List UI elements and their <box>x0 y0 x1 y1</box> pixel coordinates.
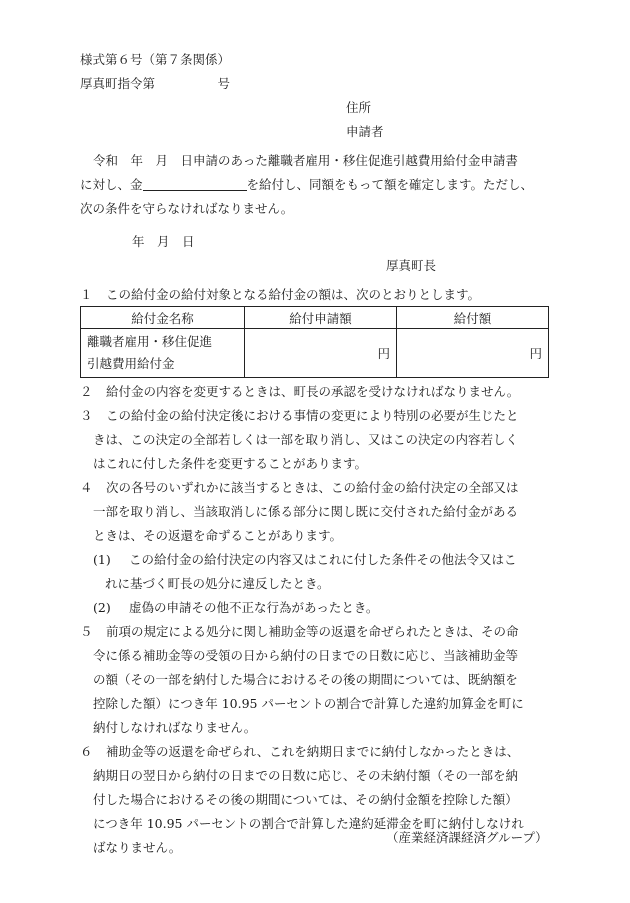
intro-line-3: 次の条件を守らなければなりません。 <box>80 201 294 216</box>
condition-text: れに基づく町長の処分に違反したとき。 <box>105 576 330 591</box>
table-row <box>81 329 549 378</box>
condition-text: 次の各号のいずれかに該当するときは、この給付金の給付決定の全部又は <box>106 480 519 495</box>
condition-text: 給付金の内容を変更するときは、町長の承認を受けなければなりません。 <box>106 384 520 399</box>
directive-number: 厚真町指令第 号 <box>80 76 231 91</box>
intro-paragraph <box>80 149 550 221</box>
intro-line-2 <box>80 173 550 197</box>
intro-line-1: 令和 年 月 日申請のあった離職者雇用・移住促進引越費用給付金申請書 <box>93 153 518 168</box>
condition-number: ６ <box>80 744 93 759</box>
amount-blank-underline <box>143 176 247 191</box>
subcondition-number: (2) <box>93 600 111 615</box>
benefit-amount-table <box>80 306 549 378</box>
department-note: （産業経済課経済グループ） <box>386 830 548 845</box>
condition-4 <box>80 476 550 548</box>
intro-line-2-suffix: を給付し、同額をもって額を確定します。ただし、 <box>246 177 534 192</box>
applicant-label: 申請者 <box>346 124 384 139</box>
condition-text: 補助金等の返還を命ぜられ、これを納期日までに納付しなかったときは、 <box>106 744 520 759</box>
requested-amount-cell: 円 <box>245 329 397 378</box>
condition-text: ときは、その返還を命ずることがあります。 <box>93 528 343 543</box>
header-requested-amount: 給付申請額 <box>245 307 397 329</box>
benefit-name-line-1: 離職者雇用・移住促進 <box>87 334 213 349</box>
address-label: 住所 <box>346 100 372 115</box>
issuer-name: 厚真町長 <box>386 258 437 273</box>
condition-number: ２ <box>80 384 93 399</box>
condition-text: きは、この決定の全部若しくは一部を取り消し、又はこの決定の内容若しく <box>93 432 519 447</box>
condition-3 <box>80 404 550 476</box>
condition-text: この給付金の給付決定の内容又はこれに付した条件その他法令又はこ <box>129 552 517 567</box>
table-header-row <box>81 307 549 329</box>
condition-text: この給付金の給付決定後における事情の変更により特別の必要が生じたと <box>106 408 519 423</box>
condition-number: ３ <box>80 408 93 423</box>
condition-2 <box>80 380 550 404</box>
condition-text: につき年 10.95 パーセントの割合で計算した違約延滞金を町に納付しなけれ <box>93 816 524 831</box>
granted-amount-cell: 円 <box>397 329 549 378</box>
intro-line-2-prefix: に対し、金 <box>80 177 143 192</box>
header-benefit-name: 給付金名称 <box>81 307 245 329</box>
condition-text: 付した場合におけるその後の期間については、その納付金額を控除した額） <box>93 792 518 807</box>
subcondition-1 <box>80 548 550 596</box>
issue-date: 年 月 日 <box>132 234 195 249</box>
benefit-name-cell <box>81 329 245 378</box>
condition-text: 一部を取り消し、当該取消しに係る部分に関し既に交付された給付金がある <box>93 504 519 519</box>
condition-text: 控除した額）につき年 10.95 パーセントの割合で計算した違約加算金を町に <box>93 696 524 711</box>
condition-text: 納付しなければなりません。 <box>93 720 257 735</box>
condition-5 <box>80 620 550 740</box>
conditions-list <box>80 380 550 860</box>
benefit-name-line-2: 引越費用給付金 <box>87 356 175 371</box>
condition-text: の額（その一部を納付した場合におけるその後の期間については、既納額を <box>93 672 518 687</box>
header-granted-amount: 給付額 <box>397 307 549 329</box>
condition-text: 前項の規定による処分に関し補助金等の返還を命ぜられたときは、その命 <box>106 624 519 639</box>
condition-1 <box>80 285 480 303</box>
subcondition-2 <box>80 596 550 620</box>
condition-text: 虚偽の申請その他不正な行為があったとき。 <box>129 600 379 615</box>
form-number: 様式第６号（第７条関係） <box>80 52 231 67</box>
condition-text: 令に係る補助金等の受領の日から納付の日までの日数に応じ、当該補助金等 <box>93 648 519 663</box>
condition-text: 納期日の翌日から納付の日までの日数に応じ、その未納付額（その一部を納 <box>93 768 519 783</box>
condition-number: ４ <box>80 480 93 495</box>
condition-number: ５ <box>80 624 93 639</box>
condition-number: １ <box>80 287 93 302</box>
subcondition-number: (1) <box>93 552 111 567</box>
condition-text: はこれに付した条件を変更することがあります。 <box>93 456 368 471</box>
condition-text: ばなりません。 <box>93 840 182 855</box>
condition-text: この給付金の給付対象となる給付金の額は、次のとおりとします。 <box>106 287 481 302</box>
